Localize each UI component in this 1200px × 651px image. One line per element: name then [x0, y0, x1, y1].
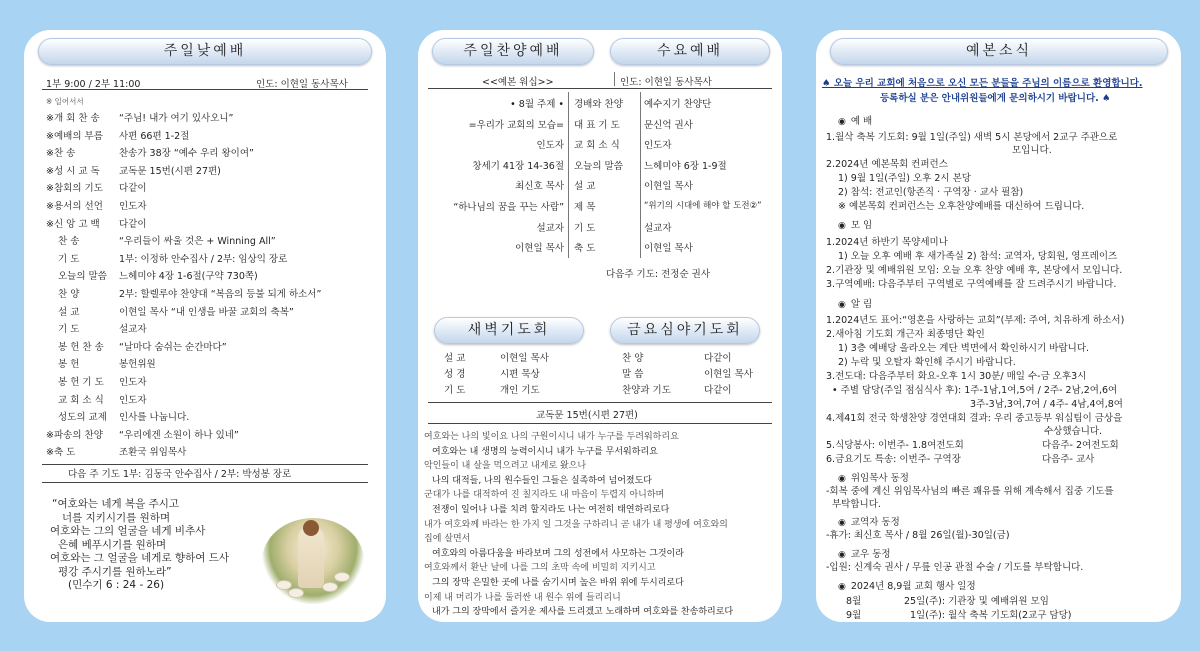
verse-line: “여호와는 네게 복을 주시고 [52, 498, 180, 510]
reading-line: 그의 장막 은밀한 곳에 나를 숨기시며 높은 바위 위에 두시리로다 [432, 578, 684, 588]
dawn-prayer-value: 시편 묵상 [500, 369, 540, 380]
news-item: • 주별 담당(주일 점심식사 후): 1주-1남,1여,5여 / 2주- 2남,2여,6여 [832, 385, 1118, 396]
service-table-cell: • 8월 주제 • [510, 99, 564, 110]
worship-order-row [46, 444, 186, 458]
news-item: -입원: 신계숙 권사 / 무릎 인공 관절 수술 / 기도를 부탁합니다. [826, 562, 1084, 573]
worship-order-label: ※찬 송 [46, 148, 76, 160]
worship-order-row [46, 304, 294, 318]
service-table-cell: 대 표 기 도 [574, 119, 620, 131]
worship-heading: ◉ 예 배 [838, 113, 872, 127]
verse-line: 여호와는 그의 얼굴을 네게 비추사 [50, 525, 206, 537]
worship-order-value: 봉헌위원 [119, 359, 156, 371]
church-news-title: 예본소식 [830, 38, 1168, 65]
worship-order-row [46, 251, 287, 265]
worship-order-label: ※예배의 부름 [46, 130, 103, 142]
divider [428, 423, 772, 424]
worship-order-row [46, 216, 147, 230]
events-heading: ◉ 2024년 8,9월 교회 행사 일정 [838, 578, 976, 592]
divider [428, 402, 772, 403]
worship-order-row [46, 198, 147, 212]
dawn-prayer-label: 성 경 [444, 369, 466, 380]
divider [42, 482, 368, 483]
praise-worship-label: <<예본 워십>> [482, 77, 554, 88]
reading-line: 이제 내 머리가 나를 둘러싼 내 원수 위에 들리리니 [424, 592, 621, 603]
worship-order-label: ※축 도 [46, 447, 76, 459]
friday-prayer-title: 금요심야기도회 [610, 317, 760, 344]
worship-order-value: 이현일 목사 “내 인생을 바꿀 교회의 축복” [119, 306, 294, 318]
friday-prayer-label: 찬 양 [622, 353, 644, 364]
reading-line: 여호와께서 환난 날에 나를 그의 초막 속에 비밀히 지키시고 [424, 563, 656, 574]
worship-order-label: ※참회의 기도 [46, 183, 103, 195]
worship-order-value: 사편 66편 1-2절 [119, 130, 190, 142]
news-item: 2.새아침 기도회 개근자 최종명단 확인 [826, 329, 985, 340]
worship-order-value: 느헤미야 4장 1-6절(구약 730쪽) [119, 271, 258, 283]
church-news-panel [816, 30, 1181, 622]
worship-order-row [46, 128, 189, 142]
worship-order-value: 인도자 [119, 394, 147, 406]
worship-order-value: 다같이 [119, 183, 147, 195]
worship-order-label: 교 회 소 식 [58, 394, 104, 406]
news-item: -회복 중에 계신 위임목사님의 빠른 쾌유를 위해 계속해서 집중 기도를 [826, 486, 1114, 497]
friday-prayer-label: 말 씀 [622, 369, 644, 380]
worship-order-row [46, 233, 276, 247]
news-item: 4.제41회 전국 학생찬양 경연대회 결과: 우리 중고등부 워십팀이 금상을 [826, 413, 1123, 424]
responsive-reading-title: 교독문 15번(시편 27편) [536, 410, 638, 421]
worship-order-row [46, 286, 321, 300]
shepherd-illustration [262, 518, 364, 604]
service-leader: 인도: 이현일 동사목사 [256, 79, 348, 90]
news-item: 1.2024년도 표어:“영혼을 사랑하는 교회”(부제: 주여, 치유하게 하소서) [826, 315, 1125, 326]
news-item: 1) 오늘 오후 예배 후 새가족실 2) 참석: 교역자, 당회원, 영프레이즈 [838, 251, 1118, 262]
worship-order-row [46, 321, 147, 335]
service-table-cell: 인도자 [644, 140, 672, 152]
news-item: 1.월삭 축복 기도회: 9월 1일(주일) 새벽 5시 본당에서 2교구 주관으로 [826, 132, 1118, 143]
news-item: 2.2024년 예본목회 컨퍼런스 [826, 159, 948, 170]
member-news-heading: ◉ 교우 동정 [838, 546, 891, 560]
worship-order-value: 인사를 나눕니다. [119, 412, 190, 424]
news-item: 1.2024년 하반기 목양세미나 [826, 237, 948, 248]
event-month: 9월 [846, 610, 862, 621]
meeting-heading: ◉ 모 임 [838, 217, 872, 231]
worship-order-label: 찬 송 [58, 236, 80, 248]
worship-order-row [46, 163, 221, 177]
divider [42, 464, 368, 465]
reading-line: 내가 여호와께 바라는 한 가지 일 그것을 구하리니 곧 내가 내 평생에 여호와의 [424, 519, 728, 530]
wednesday-service-title: 수요예배 [610, 38, 770, 65]
service-table-cell: “위기의 시대에 해야 할 도전②” [644, 201, 762, 211]
service-table-cell: 이현일 목사 [515, 243, 564, 255]
worship-order-label: ※파송의 찬양 [46, 429, 103, 441]
service-table-cell: 교 회 소 식 [574, 140, 620, 152]
worship-order-row [46, 392, 147, 406]
divider [568, 92, 569, 258]
divider [428, 88, 772, 89]
worship-order-label: 기 도 [58, 253, 80, 265]
worship-order-row [46, 268, 258, 282]
service-time: 1부 9:00 / 2부 11:00 [46, 79, 141, 90]
news-item: 3주-3남,3여,7여 / 4주- 4남,4여,8여 [970, 399, 1123, 410]
worship-order-value: 교독문 15번(시편 27편) [119, 165, 221, 177]
friday-prayer-value: 다같이 [704, 385, 732, 396]
reading-line: 집에 살면서 [424, 534, 471, 545]
dawn-prayer-label: 기 도 [444, 385, 466, 396]
news-item: -휴가: 최신호 목사 / 8월 26일(월)-30일(금) [826, 530, 1010, 541]
service-table-cell: 인도자 [536, 140, 564, 152]
worship-order-value: 설교자 [119, 324, 147, 336]
friday-prayer-label: 찬양과 기도 [622, 385, 671, 396]
friday-prayer-value: 이현일 목사 [704, 369, 753, 380]
service-table-cell: 오늘의 말씀 [574, 160, 623, 172]
news-item: 2) 누락 및 오탈자 확인해 주시기 바랍니다. [838, 357, 1016, 368]
worship-order-value: 조환국 위임목사 [119, 447, 187, 459]
event-text: 25일(주): 기관장 및 예배위원 모임 [904, 596, 1049, 607]
worship-order-value: 2부: 할렐루야 찬양대 “복음의 등불 되게 하소서” [119, 289, 322, 300]
worship-order-value: 인도자 [119, 377, 147, 388]
worship-order-value: 인도자 [119, 201, 147, 212]
worship-order-row [46, 409, 189, 423]
friday-prayer-value: 다같이 [704, 353, 732, 364]
service-table-cell: “하나님의 꿈을 꾸는 사람” [453, 202, 564, 213]
event-text: 1일(주): 월삭 축복 기도회(2교구 담당) [910, 610, 1072, 621]
news-item: 6.금요기도 특송: 이번주- 구역장 [826, 454, 961, 465]
worship-order-label: 오늘의 말씀 [58, 271, 107, 283]
dawn-prayer-value: 이현일 목사 [500, 353, 549, 364]
sunday-service-title: 주일낮예배 [38, 38, 372, 65]
sunday-service-panel [24, 30, 386, 622]
worship-order-row [46, 180, 147, 194]
worship-order-label: 봉 헌 기 도 [58, 377, 104, 388]
service-table-cell: 이현일 목사 [644, 243, 693, 255]
evening-services-panel [418, 30, 782, 622]
reading-line: 여호와의 아름다움을 바라보며 그의 성전에서 사모하는 그것이라 [432, 548, 684, 559]
news-item: 부탁합니다. [832, 499, 881, 510]
worship-order-row [46, 110, 233, 124]
wednesday-next-prayer: 다음주 기도: 전정순 권사 [606, 269, 711, 280]
news-item: 1) 3층 예배당 올라오는 계단 벽면에서 확인하시기 바랍니다. [838, 343, 1090, 354]
worship-order-value: 찬송가 38장 “예수 우리 왕이여” [119, 148, 254, 160]
news-item: 3.전도대: 다음주부터 화요-오후 1시 30분/ 매일 수-금 오후3시 [826, 371, 1087, 382]
welcome-line-2: 등록하실 분은 안내위원들에게 문의하시기 바랍니다. ♠ [880, 93, 1111, 104]
service-table-cell: 제 목 [574, 202, 596, 213]
news-item: ※ 예본목회 컨퍼런스는 오후찬양예배를 대신하여 드립니다. [838, 201, 1085, 212]
reading-line: 전쟁이 일어나 나를 치려 할지라도 나는 여전히 태연하리로다 [432, 505, 670, 515]
event-month: 8월 [846, 596, 862, 607]
service-table-cell: 문신억 권사 [644, 119, 693, 131]
service-table-cell: 설 교 [574, 181, 596, 193]
service-table-cell: 경배와 찬양 [574, 99, 623, 110]
service-table-cell: 기 도 [574, 222, 596, 234]
news-item: 2) 참석: 전교인(항존직 · 구역장 · 교사 필참) [838, 187, 1024, 198]
worship-order-label: ※개 회 찬 송 [46, 113, 100, 124]
worship-order-row [46, 339, 227, 353]
dawn-prayer-title: 새벽기도회 [434, 317, 584, 344]
service-table-cell: 예수지기 찬양단 [644, 99, 712, 110]
worship-order-label: 성도의 교제 [58, 412, 107, 424]
news-item: 2.기관장 및 예배위원 모임: 오늘 오후 찬양 예배 후, 본당에서 모입니다. [826, 265, 1123, 276]
worship-order-label: ※용서의 선언 [46, 201, 103, 212]
worship-order-label: 찬 양 [58, 289, 80, 300]
reading-line: 악인들이 내 살을 먹으려고 내게로 왔으나 [424, 461, 587, 472]
service-table-cell: =우리가 교회의 모습= [468, 119, 564, 131]
service-table-cell: 설교자 [644, 222, 672, 234]
reading-line: 여호와는 내 생명의 능력이시니 내가 누구를 무서워하리요 [432, 446, 658, 457]
verse-line: 너를 지키시기를 원하며 [62, 511, 171, 524]
news-item: 수상했습니다. [1044, 426, 1103, 437]
service-table-cell: 이현일 목사 [644, 181, 693, 193]
worship-order-label: 설 교 [58, 306, 80, 318]
divider [42, 89, 368, 90]
worship-order-row [46, 356, 156, 370]
standing-note: ※ 일어서서 [46, 97, 84, 106]
worship-order-row [46, 427, 239, 441]
divider [614, 72, 615, 86]
service-table-cell: 느헤미야 6장 1-9절 [644, 160, 727, 172]
notice-heading: ◉ 알 림 [838, 296, 872, 310]
verse-line: 은혜 베푸시기를 원하며 [58, 538, 167, 551]
worship-order-label: ※신 앙 고 백 [46, 218, 100, 230]
news-item: 모입니다. [1012, 145, 1052, 156]
verse-line: 평강 주시기를 원하노라” [58, 565, 172, 578]
reading-line: 군대가 나를 대적하여 진 칠지라도 내 마음이 두렵지 아니하며 [424, 490, 665, 501]
worship-order-row [46, 145, 254, 159]
reading-line: 여호와는 나의 빛이요 나의 구원이시니 내가 누구를 두려워하리요 [424, 432, 679, 442]
verse-line: 여호와는 그 얼굴을 네게로 향하여 드사 [50, 552, 229, 564]
staff-news-heading: ◉ 교역자 동정 [838, 514, 900, 528]
service-table-cell: 설교자 [536, 222, 564, 234]
worship-order-label: ※성 시 교 독 [46, 165, 100, 177]
next-week-prayer: 다음 주 기도 1부: 김동국 안수집사 / 2부: 박성봉 장로 [68, 469, 292, 480]
reading-line: 내가 그의 장막에서 즐거운 제사를 드리겠고 노래하며 여호와를 찬송하리로다 [432, 607, 734, 618]
worship-order-row [46, 374, 147, 388]
news-item: 5.식당봉사: 이번주- 1.8여전도회 [826, 440, 964, 451]
benediction-verse [44, 498, 274, 593]
service-table-cell: 최신호 목사 [515, 181, 564, 193]
welcome-line-1: ♠ 오늘 우리 교회에 처음으로 오신 모든 분들을 주님의 이름으로 환영합니다. [822, 78, 1143, 89]
worship-order-value: “날마다 숨쉬는 순간마다” [119, 341, 227, 353]
verse-reference: (민수기 6 : 24 - 26) [68, 579, 165, 591]
divider [640, 92, 641, 258]
worship-order-label: 봉 헌 [58, 359, 80, 371]
news-item: 다음주- 2여전도회 [1042, 440, 1119, 451]
worship-order-label: 봉 헌 찬 송 [58, 341, 104, 353]
worship-order-value: “우리들이 싸울 것은 + Winning All” [119, 236, 276, 248]
service-table-cell: 축 도 [574, 243, 596, 255]
news-item: 3.구역예배: 다음주부터 구역별로 구역예배를 잘 드려주시기 바랍니다. [826, 279, 1117, 290]
dawn-prayer-label: 설 교 [444, 353, 466, 364]
news-item: 1) 9월 1일(주일) 오후 2시 본당 [838, 173, 971, 184]
worship-order-value: 다같이 [119, 218, 147, 230]
service-table-cell: 창세기 41장 14-36절 [472, 160, 564, 172]
worship-order-value: 1부: 이정하 안수집사 / 2부: 임상익 장로 [119, 253, 288, 265]
worship-order-value: “우리에겐 소원이 하나 있네” [119, 429, 239, 441]
dawn-prayer-value: 개인 기도 [500, 385, 540, 396]
pastor-news-heading: ◉ 위임목사 동정 [838, 470, 909, 484]
worship-order-value: “주님! 내가 여기 있사오니” [119, 113, 234, 124]
sunday-praise-title: 주일찬양예배 [432, 38, 594, 65]
news-item: 다음주- 교사 [1042, 454, 1095, 465]
reading-line: 나의 대적들, 나의 원수들인 그들은 실족하여 넘어졌도다 [432, 475, 652, 486]
worship-order-label: 기 도 [58, 324, 80, 336]
wednesday-leader: 인도: 이현일 동사목사 [620, 77, 712, 88]
